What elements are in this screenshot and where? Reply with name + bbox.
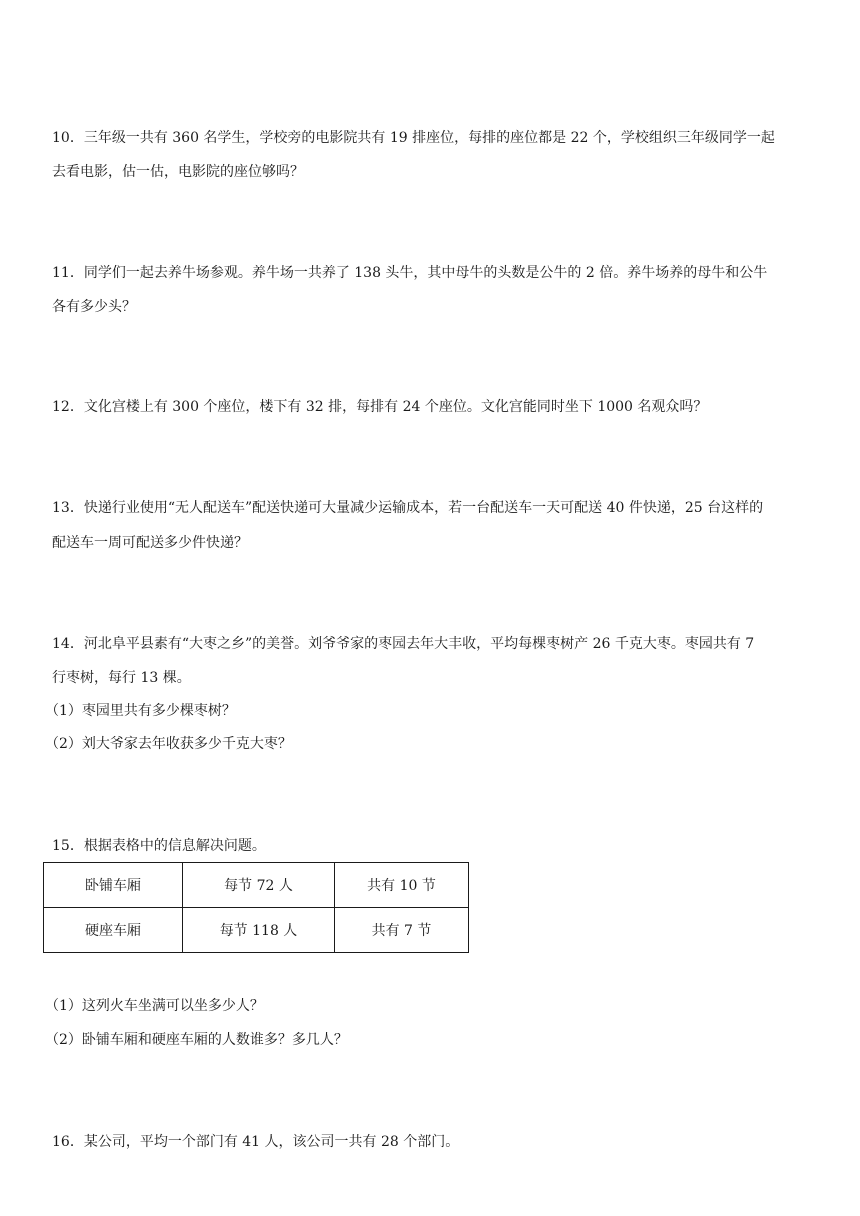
- question-11-line-2: 各有多少头？: [52, 299, 136, 315]
- question-13-line-1: 13．快递行业使用“无人配送车”配送快递可大量减少运输成本，若一台配送车一天可配送 40 件快递，25 台这样的: [52, 500, 764, 516]
- question-14-sub-2: （2）刘大爷家去年收获多少千克大枣？: [45, 736, 292, 752]
- table-cell: 共有 10 节: [335, 863, 469, 908]
- question-15-sub-2: （2）卧铺车厢和硬座车厢的人数谁多？多几人？: [45, 1032, 348, 1048]
- train-info-table: [43, 862, 469, 953]
- question-14-line-1: 14．河北阜平县素有“大枣之乡”的美誉。刘爷爷家的枣园去年大丰收，平均每棵枣树产 26 千克大枣。枣园共有 7: [52, 636, 755, 652]
- question-16-line-1: 16．某公司，平均一个部门有 41 人，该公司一共有 28 个部门。: [52, 1134, 460, 1150]
- question-10-line-2: 去看电影，估一估，电影院的座位够吗？: [52, 164, 304, 180]
- question-10-line-1: 10．三年级一共有 360 名学生，学校旁的电影院共有 19 排座位，每排的座位都是 22 个，学校组织三年级同学一起: [52, 130, 775, 146]
- question-11-line-1: 11．同学们一起去养牛场参观。养牛场一共养了 138 头牛，其中母牛的头数是公牛的 2 倍。养牛场养的母牛和公牛: [52, 265, 768, 281]
- table-row: [44, 908, 469, 953]
- question-15-line-1: 15．根据表格中的信息解决问题。: [52, 838, 266, 854]
- table-cell: 每节 72 人: [183, 863, 335, 908]
- question-14-sub-1: （1）枣园里共有多少棵枣树？: [45, 703, 236, 719]
- question-13-line-2: 配送车一周可配送多少件快递？: [52, 535, 248, 551]
- question-12-line-1: 12．文化宫楼上有 300 个座位，楼下有 32 排，每排有 24 个座位。文化宫能同时坐下 1000 名观众吗？: [52, 399, 708, 415]
- table-row: [44, 863, 469, 908]
- question-15-sub-1: （1）这列火车坐满可以坐多少人？: [45, 998, 264, 1014]
- table-cell: 卧铺车厢: [44, 863, 183, 908]
- question-14-line-2: 行枣树，每行 13 棵。: [52, 670, 191, 686]
- table-cell: 共有 7 节: [335, 908, 469, 953]
- table-cell: 每节 118 人: [183, 908, 335, 953]
- table-cell: 硬座车厢: [44, 908, 183, 953]
